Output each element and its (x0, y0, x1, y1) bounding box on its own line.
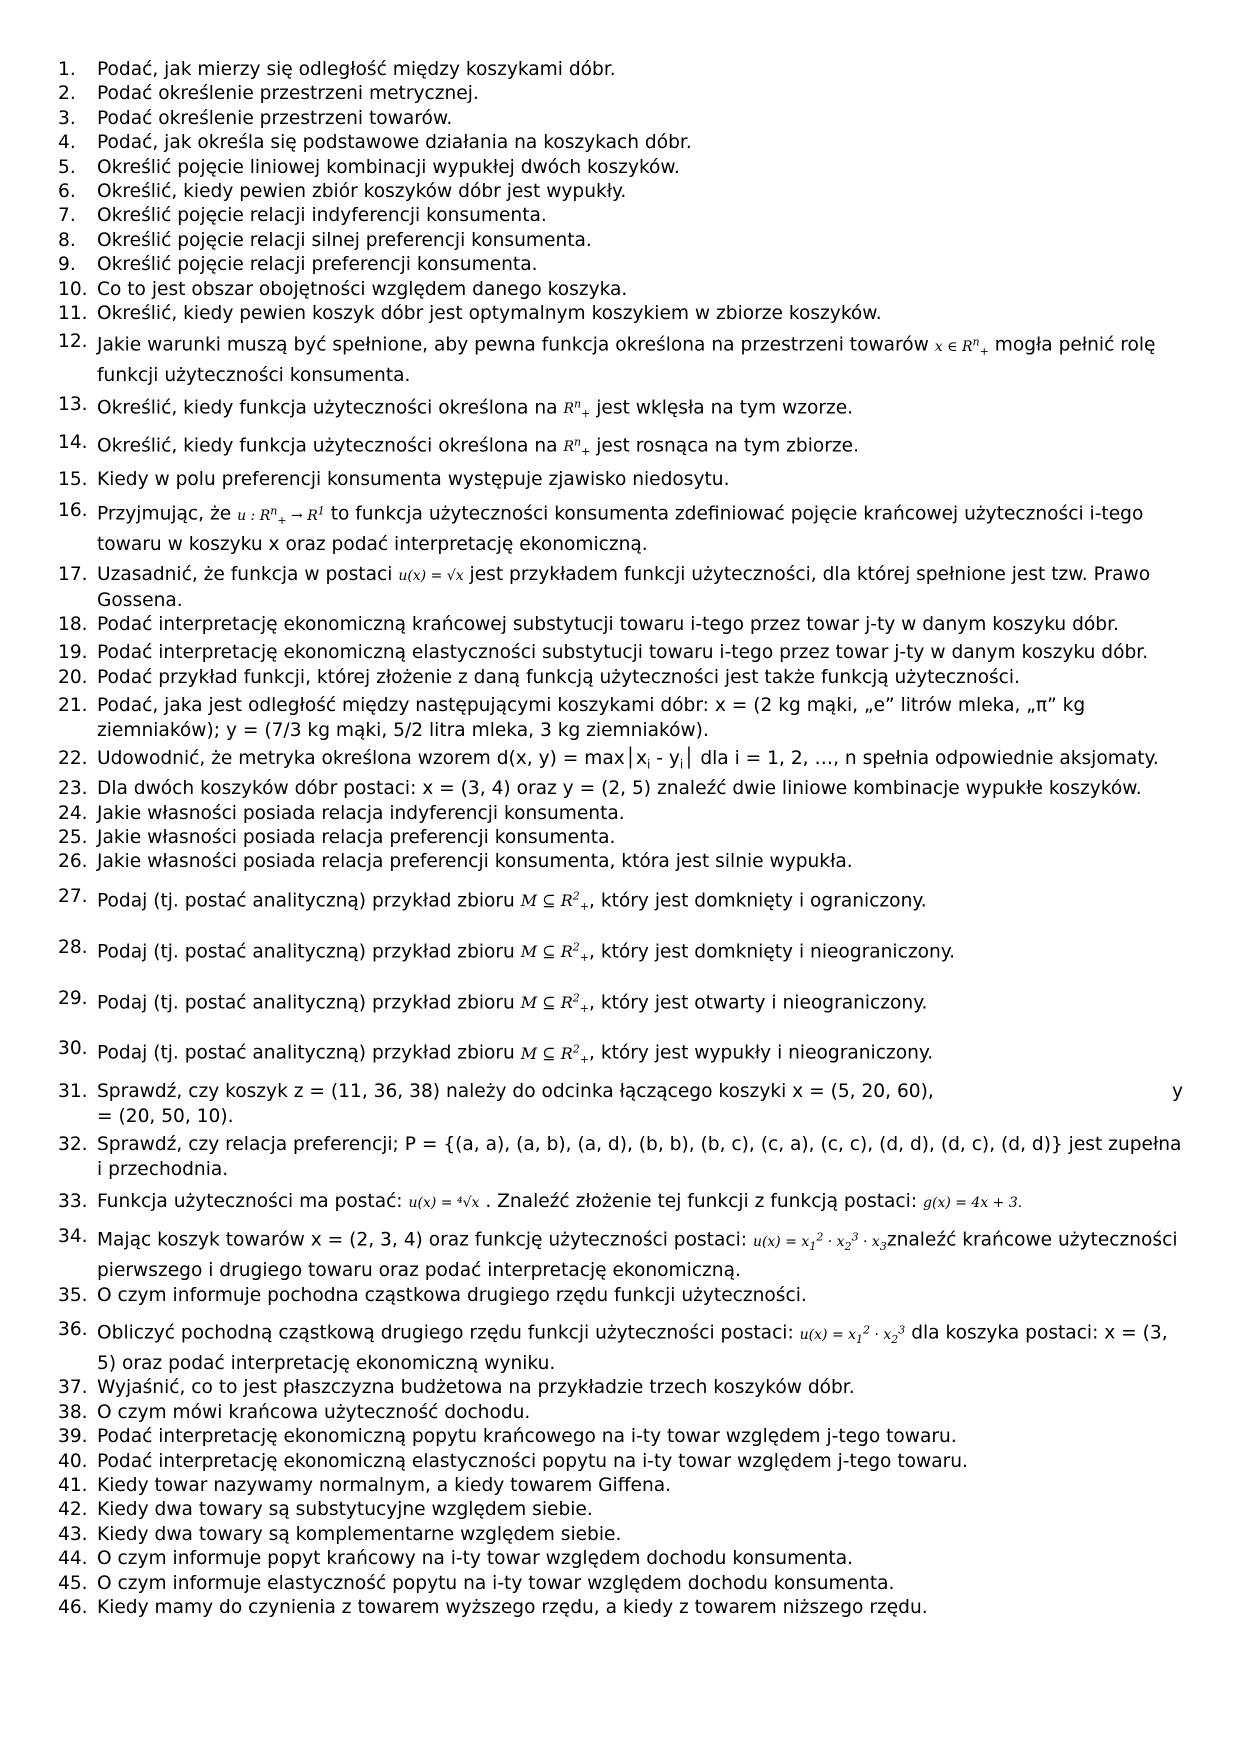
text-part: Określić, kiedy funkcja użyteczności określona na (97, 397, 558, 419)
question-text: Określić pojęcie relacji indyferencji konsumenta. (97, 205, 547, 227)
question-text: O czym informuje popyt krańcowy na i-ty towar względem dochodu konsumenta. (97, 1548, 854, 1570)
question-5 (58, 156, 1183, 180)
text-part: Mając koszyk towarów x = (2, 3, 4) oraz funkcję użyteczności postaci: (97, 1230, 748, 1252)
question-number: 19. (58, 642, 88, 664)
question-8 (58, 229, 1183, 253)
question-text: Co to jest obszar obojętności względem danego koszyka. (97, 278, 628, 300)
question-text: Sprawdź, czy relacja preferencji; P = {(a, a), (a, b), (a, d), (b, b), (b, c), (c, a), (c, c), (d, d), (d, c), (d, d)} jest zupełna i przechodnia. (97, 1134, 1182, 1180)
text-part: = (20, 50, 10). (97, 1105, 234, 1127)
question-text (97, 431, 1183, 465)
question-text (97, 1037, 1183, 1072)
question-number: 20. (58, 666, 88, 688)
question-text (97, 499, 1183, 557)
text-part: , który jest domknięty i ograniczony. (589, 890, 927, 912)
question-text: Jakie własności posiada relacja preferencji konsumenta, która jest silnie wypukła. (97, 851, 853, 873)
formula-g: g(x) = 4x + 3. (923, 1195, 1023, 1212)
question-number: 43. (58, 1523, 88, 1545)
question-text: Podać, jak mierzy się odległość między koszykami dóbr. (97, 59, 616, 80)
question-number: 22. (58, 747, 88, 769)
question-14 (58, 431, 1183, 465)
question-36 (58, 1318, 1183, 1376)
question-number: 15. (58, 469, 88, 491)
question-number: 45. (58, 1572, 88, 1594)
text-part: Podaj (tj. postać analityczną) przykład zbioru (97, 890, 515, 912)
question-text: Podać interpretację ekonomiczną elastyczności substytucji towaru i-tego przez towar j-ty w danym koszyku dóbr. (97, 642, 1149, 664)
question-text: Określić pojęcie relacji preferencji konsumenta. (97, 254, 538, 276)
question-number: 9. (58, 254, 76, 276)
question-44 (58, 1547, 1183, 1571)
question-text: Podać interpretację ekonomiczną elastyczności popytu na i-ty towar względem j-tego towaru. (97, 1450, 968, 1472)
question-text (97, 1190, 1183, 1215)
question-31 (58, 1080, 1183, 1129)
question-text: Określić, kiedy pewien koszyk dóbr jest optymalnym koszykiem w zbiorze koszyków. (97, 303, 882, 325)
question-number: 37. (58, 1377, 88, 1399)
text-part: Jakie warunki muszą być spełnione, aby pewna funkcja określona na przestrzeni towarów (97, 335, 929, 357)
question-30 (58, 1037, 1183, 1072)
question-33 (58, 1190, 1183, 1215)
question-number: 5. (58, 156, 76, 178)
question-text: Podać interpretację ekonomiczną krańcowej substytucji towaru i-tego przez towar j-ty w danym koszyku dóbr. (97, 613, 1119, 635)
question-45 (58, 1572, 1183, 1596)
question-number: 35. (58, 1284, 88, 1306)
question-6 (58, 180, 1183, 204)
question-number: 14. (58, 431, 88, 453)
question-text: Podać przykład funkcji, której złożenie z daną funkcją użyteczności jest także funkcją użyteczności. (97, 666, 1020, 688)
question-number: 36. (58, 1319, 88, 1341)
question-number: 10. (58, 278, 88, 300)
text-part: Udowodnić, że metryka określona wzorem d(x, y) = max (97, 747, 625, 769)
question-number: 7. (58, 205, 76, 227)
question-23 (58, 777, 1183, 801)
question-text: Podać interpretację ekonomiczną popytu krańcowego na i-ty towar względem j-tego towaru. (97, 1426, 957, 1448)
question-text: Podać określenie przestrzeni metrycznej. (97, 83, 479, 105)
question-number: 1. (58, 59, 76, 80)
question-15 (58, 468, 1183, 492)
text-part: Sprawdź, czy koszyk z = (11, 36, 38) należy do odcinka łączącego koszyki x = (5, 20, 60), (97, 1081, 934, 1103)
question-number: 24. (58, 802, 88, 824)
question-number: 12. (58, 331, 88, 353)
abs-bar: │ (624, 747, 636, 769)
question-text: Wyjaśnić, co to jest płaszczyzna budżetowa na przykładzie trzech koszyków dóbr. (97, 1377, 855, 1399)
text-part: Określić, kiedy funkcja użyteczności określona na (97, 435, 558, 457)
text-part: znaleźć krańcowe użyteczności pierwszego i drugiego towaru oraz podać interpretację ekonomiczną. (97, 1230, 1178, 1282)
question-17 (58, 563, 1183, 613)
question-12 (58, 330, 1183, 388)
question-number: 38. (58, 1401, 88, 1423)
question-2 (58, 82, 1183, 106)
question-16 (58, 499, 1183, 557)
formula-goods-space: x ∈ $R^n_+$ (934, 335, 989, 358)
question-number: 44. (58, 1548, 88, 1570)
abs-bar: │ (683, 747, 695, 769)
text-part: , który jest domknięty i nieograniczony. (589, 940, 955, 962)
text-part: jest wklęsła na tym wzorze. (596, 397, 854, 419)
text-part: Podaj (tj. postać analityczną) przykład zbioru (97, 940, 515, 962)
question-number: 3. (58, 107, 76, 129)
question-number: 29. (58, 987, 88, 1009)
question-text (97, 330, 1183, 388)
question-text: O czym informuje pochodna cząstkowa drugiego rzędu funkcji użyteczności. (97, 1284, 807, 1306)
question-20 (58, 666, 1183, 690)
text-part: . Znaleźć złożenie tej funkcji z funkcją postaci: (485, 1191, 918, 1213)
text-part: , który jest wypukły i nieograniczony. (589, 1042, 934, 1064)
question-number: 34. (58, 1226, 88, 1248)
question-number: 4. (58, 132, 76, 154)
question-number: 2. (58, 83, 76, 105)
text-part: Funkcja użyteczności ma postać: (97, 1191, 403, 1213)
text-part: dla koszyka postaci: x = (3, 5) oraz podać interpretację ekonomiczną wyniku. (97, 1322, 1168, 1374)
question-28 (58, 936, 1183, 971)
formula-cobb-douglas-3: $u(x) = x_1^2 \cdot x_2^3 \cdot x_3$ (752, 1230, 887, 1253)
question-text: O czym mówi krańcowa użyteczność dochodu. (97, 1401, 531, 1423)
text-part: y (1171, 1081, 1183, 1103)
question-27 (58, 885, 1183, 920)
question-25 (58, 826, 1183, 850)
question-18 (58, 613, 1183, 637)
question-text: Kiedy dwa towary są komplementarne względem siebie. (97, 1523, 622, 1545)
question-text: Podać, jaka jest odległość między następującymi koszykami dóbr: x = (2 kg mąki, „e” litrów mleka, „π” kg ziemniaków); y = (7/3 kg mąki, 5/2 litra mleka, 3 kg ziemniaków). (97, 695, 1086, 741)
question-text: Jakie własności posiada relacja preferencji konsumenta. (97, 826, 616, 848)
text-part: Uzasadnić, że funkcja w postaci (97, 564, 393, 586)
question-37 (58, 1376, 1183, 1400)
formula-utility-map: u : $R^n_+ \to R^1$ (237, 503, 325, 527)
text-part: , który jest otwarty i nieograniczony. (589, 991, 928, 1013)
formula-set-m: M ⊆ $R^2_+$ (520, 991, 589, 1016)
question-number: 40. (58, 1450, 88, 1472)
text-part: Podaj (tj. postać analityczną) przykład zbioru (97, 1042, 515, 1064)
question-text: Podać, jak określa się podstawowe działania na koszykach dóbr. (97, 132, 692, 154)
formula-sqrt-utility: u(x) = √x (398, 568, 464, 585)
question-number: 42. (58, 1499, 88, 1521)
question-9 (58, 253, 1183, 277)
question-number: 17. (58, 564, 88, 586)
question-text (97, 563, 1183, 613)
question-text: Kiedy dwa towary są substytucyjne względem siebie. (97, 1499, 593, 1521)
question-number: 18. (58, 613, 88, 635)
formula-rn-plus: $R^n_+$ (563, 435, 591, 459)
question-number: 28. (58, 936, 88, 958)
question-26 (58, 850, 1183, 874)
question-number: 27. (58, 885, 88, 907)
question-22 (58, 747, 1183, 777)
formula-set-m: M ⊆ $R^2_+$ (520, 940, 589, 965)
text-part: Podaj (tj. postać analityczną) przykład zbioru (97, 991, 515, 1013)
question-text (97, 885, 1183, 920)
formula-cobb-douglas-2: $u(x) = x_1^2 \cdot x_2^3$ (799, 1323, 906, 1346)
question-text: Jakie własności posiada relacja indyferencji konsumenta. (97, 802, 625, 824)
question-40 (58, 1450, 1183, 1474)
question-list (58, 58, 1183, 1620)
question-39 (58, 1425, 1183, 1449)
question-42 (58, 1498, 1183, 1522)
question-number: 13. (58, 393, 88, 415)
question-number: 23. (58, 778, 88, 800)
question-13 (58, 393, 1183, 427)
question-text (97, 987, 1183, 1022)
question-text: Określić pojęcie relacji silnej preferencji konsumenta. (97, 229, 592, 251)
question-11 (58, 302, 1183, 326)
question-number: 31. (58, 1081, 88, 1103)
question-text (97, 936, 1183, 971)
question-number: 41. (58, 1475, 88, 1496)
text-part: jest rosnąca na tym zbiorze. (596, 435, 859, 457)
question-7 (58, 204, 1183, 228)
question-35 (58, 1284, 1183, 1308)
formula-set-m: M ⊆ $R^2_+$ (520, 1042, 589, 1066)
question-3 (58, 107, 1183, 131)
question-43 (58, 1523, 1183, 1547)
question-number: 16. (58, 499, 88, 521)
question-29 (58, 987, 1183, 1022)
question-text (97, 1318, 1183, 1376)
question-41 (58, 1474, 1183, 1498)
question-4 (58, 131, 1183, 155)
formula-rn-plus: $R^n_+$ (563, 397, 591, 421)
formula-set-m: M ⊆ $R^2_+$ (520, 889, 589, 914)
text-part: dla i = 1, 2, …, n spełnia odpowiednie aksjomaty. (700, 747, 1159, 769)
question-number: 25. (58, 826, 88, 848)
question-text: Podać określenie przestrzeni towarów. (97, 107, 453, 129)
question-number: 26. (58, 851, 88, 873)
text-part: Obliczyć pochodną cząstkową drugiego rzędu funkcji użyteczności postaci: (97, 1322, 794, 1344)
question-text: Określić, kiedy pewien zbiór koszyków dóbr jest wypukły. (97, 181, 627, 203)
question-text: Kiedy towar nazywamy normalnym, a kiedy towarem Giffena. (97, 1475, 672, 1496)
question-number: 32. (58, 1134, 88, 1156)
question-text: Kiedy w polu preferencji konsumenta występuje zjawisko niedosytu. (97, 469, 730, 491)
text-part: jest przykładem funkcji użyteczności, dla której spełnione jest tzw. Prawo Gossena. (97, 564, 1151, 611)
question-32 (58, 1133, 1183, 1182)
question-number: 6. (58, 181, 76, 203)
question-number: 46. (58, 1597, 88, 1619)
question-text (97, 393, 1183, 427)
question-38 (58, 1401, 1183, 1425)
text-part: mogła pełnić rolę funkcji użyteczności konsumenta. (97, 335, 1156, 387)
question-number: 30. (58, 1038, 88, 1060)
question-24 (58, 802, 1183, 826)
question-number: 11. (58, 303, 88, 325)
question-number: 39. (58, 1426, 88, 1448)
question-19 (58, 641, 1183, 665)
question-21 (58, 694, 1183, 743)
text-part: to funkcja użyteczności konsumenta zdefiniować pojęcie krańcowej użyteczności i-tego towaru w koszyku x oraz podać interpretację ekonomiczną. (97, 503, 1144, 555)
question-34 (58, 1225, 1183, 1283)
question-number: 8. (58, 229, 76, 251)
question-number: 21. (58, 695, 88, 717)
question-46 (58, 1596, 1183, 1620)
question-text: Dla dwóch koszyków dóbr postaci: x = (3, 4) oraz y = (2, 5) znaleźć dwie liniowe kombinacje wypukłe koszyków. (97, 778, 1142, 800)
question-text: O czym informuje elastyczność popytu na i-ty towar względem dochodu konsumenta. (97, 1572, 895, 1594)
question-text (97, 1225, 1183, 1283)
text-part: Przyjmując, że (97, 503, 232, 525)
question-text: Udowodnić, że metryka określona wzorem d(x, $y) = \max│x_i$ - $y_i│$ dla i = 1, 2, …, n spełnia odpowiednie aksjomaty. (97, 747, 1159, 772)
question-10 (58, 278, 1183, 302)
formula-fourth-root-utility: u(x) = ⁴√x (408, 1195, 480, 1212)
question-1 (58, 58, 1183, 82)
question-text: Określić pojęcie liniowej kombinacji wypukłej dwóch koszyków. (97, 156, 680, 178)
question-text: Kiedy mamy do czynienia z towarem wyższego rzędu, a kiedy z towarem niższego rzędu. (97, 1597, 928, 1619)
question-text (97, 1080, 1183, 1129)
question-number: 33. (58, 1191, 88, 1213)
